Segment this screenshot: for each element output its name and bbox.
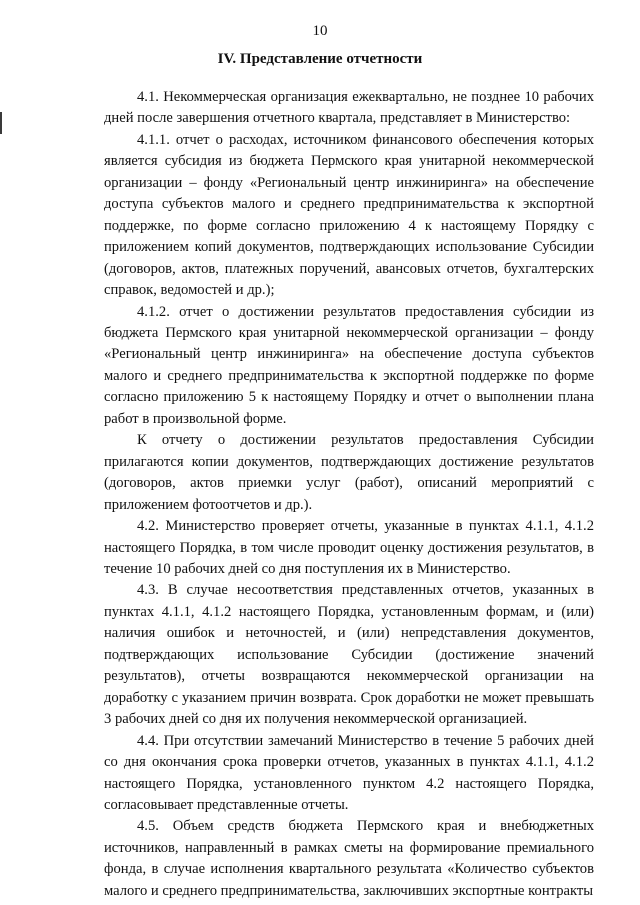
paragraph-attachments: К отчету о достижении результатов предоставления Субсидии прилагаются копии документов, подтверждающих достижение результатов (договоров, актов приемки услуг (работ), описаний мероприятий с приложением фотоотчетов и др.). <box>104 432 594 513</box>
section-title: IV. Представление отчетности <box>217 51 423 67</box>
paragraph-4-3: 4.3. В случае несоответствия представленных отчетов, указанных в пунктах 4.1.1, 4.1.2 настоящего Порядка, установленным формам, и (или) наличия ошибок и неточностей, и (или) непредставления документов, подтверждающих использование Субсидии (достижение значений результатов), отчеты возвращаются некоммерческой организации на доработку с указанием причин возврата. Срок доработки не может превышать 3 рабочих дней со дня их получения некоммерческой организацией. <box>104 582 594 728</box>
page-number: 10 <box>312 23 328 39</box>
paragraph-4-1-1: 4.1.1. отчет о расходах, источником финансового обеспечения которых является субсидия из бюджета Пермского края унитарной некоммерческой организации – фонду «Региональный центр инжиниринга» на обеспечение доступа субъектов малого и среднего предпринимательства к экспортной поддержке, по форме согласно приложению 4 к настоящему Порядку с приложением копий документов, подтверждающих использование Субсидии (договоров, актов, платежных поручений, авансовых отчетов, бухгалтерских справок, ведомостей и др.); <box>104 131 594 299</box>
scan-margin-mark <box>0 112 2 134</box>
document-body <box>104 87 594 902</box>
paragraph-4-4: 4.4. При отсутствии замечаний Министерство в течение 5 рабочих дней со дня окончания срока проверки отчетов, указанных в пунктах 4.1.1, 4.1.2 настоящего Порядка, установленного пунктом 4.2 настоящего Порядка, согласовывает представленные отчеты. <box>104 732 594 813</box>
paragraph-4-1: 4.1. Некоммерческая организация ежеквартально, не позднее 10 рабочих дней после завершения отчетного квартала, представляет в Министерство: <box>104 89 594 127</box>
paragraph-4-1-2: 4.1.2. отчет о достижении результатов предоставления субсидии из бюджета Пермского края унитарной некоммерческой организации – фонду «Региональный центр инжиниринга» на обеспечение доступа субъектов малого и среднего предпринимательства к экспортной поддержке по форме согласно приложению 5 к настоящему Порядку и отчет о выполнении плана работ в произвольной форме. <box>104 303 594 427</box>
paragraph-4-5: 4.5. Объем средств бюджета Пермского края и внебюджетных источников, направленный в рамках сметы на формирование премиального фонда, в случае исполнения квартального результата «Количество субъектов малого и среднего предпринимательства, заключивших экспортные контракты <box>104 818 594 899</box>
paragraph-4-2: 4.2. Министерство проверяет отчеты, указанные в пунктах 4.1.1, 4.1.2 настоящего Порядка, в том числе проводит оценку достижения результатов, в течение 10 рабочих дней со дня поступления их в Министерство. <box>104 518 594 577</box>
